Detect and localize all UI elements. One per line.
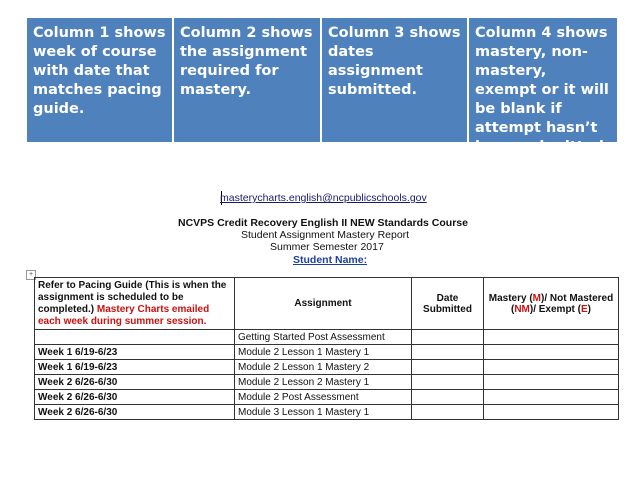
table-row xyxy=(35,345,619,360)
week-cell: Week 2 6/26-6/30 xyxy=(35,405,235,420)
course-title: NCVPS Credit Recovery English II NEW Standards Course xyxy=(178,217,468,229)
mastery-report-screenshot xyxy=(26,186,626,431)
legend-column-2: Column 2 shows the assignment required for mastery. xyxy=(174,18,320,142)
date-cell xyxy=(412,330,484,345)
email-link[interactable]: masterycharts.english@ncpublicschools.gov xyxy=(220,192,427,204)
table-row xyxy=(35,390,619,405)
table-row xyxy=(35,330,619,345)
assignment-cell: Getting Started Post Assessment xyxy=(235,330,412,345)
table-row xyxy=(35,360,619,375)
date-submitted-header: Date Submitted xyxy=(412,278,484,330)
mastery-cell xyxy=(484,360,619,375)
assignment-header: Assignment xyxy=(235,278,412,330)
mastery-cell xyxy=(484,390,619,405)
date-cell xyxy=(412,405,484,420)
legend-column-1: Column 1 shows week of course with date that matches pacing guide. xyxy=(27,18,172,142)
report-title: Student Assignment Mastery Report xyxy=(241,229,410,241)
date-cell xyxy=(412,345,484,360)
assignment-cell: Module 2 Post Assessment xyxy=(235,390,412,405)
table-header-row xyxy=(35,278,619,330)
mastery-table xyxy=(34,277,619,420)
date-cell xyxy=(412,390,484,405)
week-cell: Week 1 6/19-6/23 xyxy=(35,345,235,360)
legend-column-3: Column 3 shows dates assignment submitted. xyxy=(322,18,467,142)
assignment-cell: Module 2 Lesson 1 Mastery 2 xyxy=(235,360,412,375)
mastery-header: Mastery (M)/ Not Mastered (NM)/ Exempt (E) xyxy=(484,278,619,330)
table-row xyxy=(35,375,619,390)
table-move-handle-icon[interactable]: + xyxy=(26,270,36,280)
student-name-label: Student Name: xyxy=(293,254,368,266)
mastery-cell xyxy=(484,375,619,390)
table-row xyxy=(35,405,619,420)
week-cell: Week 2 6/26-6/30 xyxy=(35,375,235,390)
week-cell: Week 2 6/26-6/30 xyxy=(35,390,235,405)
week-cell xyxy=(35,330,235,345)
date-cell xyxy=(412,360,484,375)
semester-label: Summer Semester 2017 xyxy=(270,241,384,253)
mastery-cell xyxy=(484,330,619,345)
assignment-cell: Module 2 Lesson 2 Mastery 1 xyxy=(235,375,412,390)
date-cell xyxy=(412,375,484,390)
column-legend-banner xyxy=(27,18,617,155)
mastery-cell xyxy=(484,345,619,360)
week-cell: Week 1 6/19-6/23 xyxy=(35,360,235,375)
assignment-cell: Module 3 Lesson 1 Mastery 1 xyxy=(235,405,412,420)
mastery-cell xyxy=(484,405,619,420)
pacing-header: Refer to Pacing Guide (This is when the assignment is scheduled to be completed.) Mastery Charts emailed each week during summer session. xyxy=(35,278,235,330)
legend-column-4: Column 4 shows mastery, non-mastery, exempt or it will be blank if attempt hasn’t been submitted. xyxy=(469,18,617,142)
assignment-cell: Module 2 Lesson 1 Mastery 1 xyxy=(235,345,412,360)
